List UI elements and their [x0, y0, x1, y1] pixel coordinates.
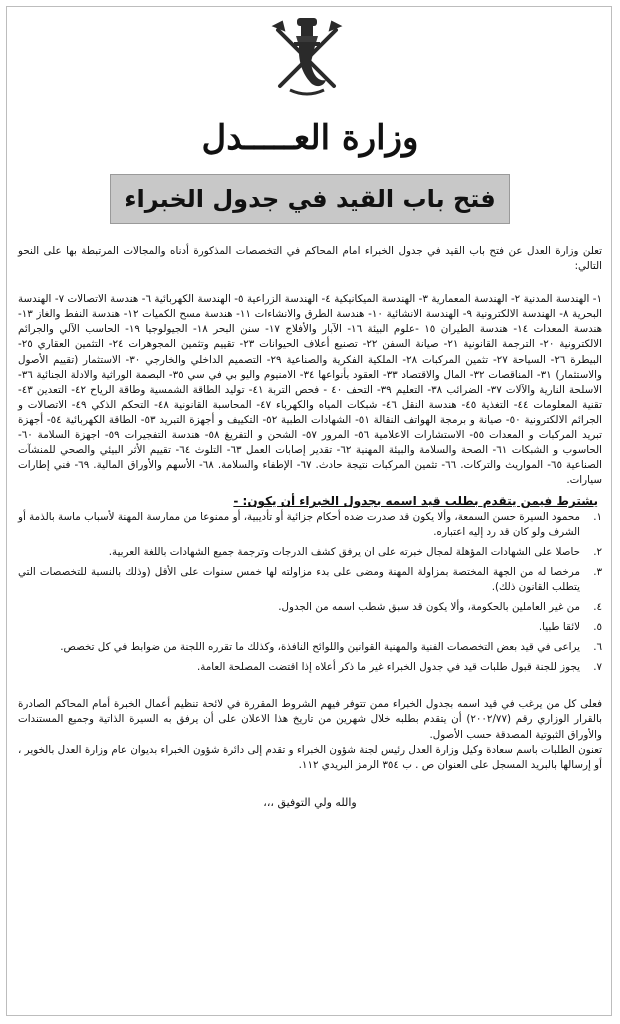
condition-text: لائقا طبيا. — [538, 621, 580, 634]
condition-item — [18, 600, 602, 615]
announcement-body — [18, 244, 602, 810]
condition-text: محمود السيرة حسن السمعة، وألا يكون قد صدرت ضده أحكام جزائية أو تأديبية، أو ممنوعا من ممارسة المهنة لأسباب ماسة بالذمة أو الشرف ولو كان قد رد إليه اعتباره. — [18, 510, 580, 538]
condition-number: ٣. — [593, 565, 602, 578]
condition-number: ٧. — [593, 661, 602, 674]
specialties-list: ١- الهندسة المدنية ٢- الهندسة المعمارية ٣- الهندسة الميكانيكية ٤- الهندسة الزراعية ٥- الهندسة الكهربائية ٦- هندسة الاتصالات ٧- الهندسة البحرية ٨- الهندسة الالكترونية ٩- الهندسة الانشائية ١٠- هندسة الطرق والانشاءات ١١- هندسة مسح الكميات ١٢- هندسة النفط والغاز ١٣- هندسة المعدات ١٤- هندسة الطيران ١٥ -علوم البيئة ١٦- الآبار والأفلاج ١٧- سنن البحر ١٨- الجيولوجيا ١٩- الحاسب الآلي والجرائم الالكترونية ٢٠- الترجمة القانونية ٢١- صيانة السفن ٢٢- تصنيع أعلاف الحيوانات ٢٣- تقييم وتثمين المجوهرات ٢٤- التثمين العقاري ٢٥- البيطرة ٢٦- السياحة ٢٧- تثمين المركبات ٢٨- الملكية الفكرية والصناعية ٢٩- التصميم الداخلي والخارجي ٣٠- الاستثمار (تقييم الأصول والاستثمار) ٣١- المناقصات ٣٢- المال والاقتصاد ٣٣- العقود بأنواعها ٣٤- الامنيوم واليو بي في سي ٣٥- البصمة الوراثية والادلة الجنائية ٣٦- الاسلحة النارية والآلات ٣٧- الضرائب ٣٨- التعليم ٣٩- التحف ٤٠ - فحص التربة ٤١- توليد الطاقة الشمسية وطاقة الرياح ٤٢- التعدين ٤٣- تقنية المعلومات ٤٤- التغذية ٤٥- هندسة النقل ٤٦- شبكات المياه والكهرباء ٤٧- المحاسبة القانونية ٤٨- التحكم الذكي ٤٩- الاتصالات و الجرائم الالكترونية ٥٠- صيانة و برمجة الهواتف النقالة ٥١- الشهادات الطبية ٥٢- التكييف و أجهزة التبريد ٥٣- الطاقة الكهربائية ٥٤- أجهزة تبريد المركبات و المعدات ٥٥- الاستشارات الاعلامية ٥٦- المرور ٥٧- الشحن و التفريغ ٥٨- هندسة التفجيرات ٥٩- اجهزة السلامة ٦٠- الحاسوب و الشبكات ٦١- الصحة والسلامة والبيئة المهنية ٦٢- تقدير إصابات العمل ٦٣- التلوث ٦٤- تقييم الأثر البيئي والصحي للمنشآت الصناعية ٦٥- المواريث والتركات. ٦٦- تثمين المركبات نتيجة حادث. ٦٧- الإطفاء والسلامة. ٦٨- الأسهم والأوراق المالية. ٦٩- فني إطارات سيارات. — [18, 293, 603, 487]
condition-number: ٤. — [593, 600, 602, 613]
intro-paragraph: تعلن وزارة العدل عن فتح باب القيد في جدول الخبراء امام المحاكم في التخصصات المذكورة أدناه والمجالات المرتبطة بها على النحو التالي: — [18, 245, 602, 273]
condition-text: يجوز للجنة قبول طلبات قيد في جدول الخبراء غير ما ذكر أعلاه إذا اقتضت المصلحة العامة. — [196, 661, 580, 674]
announcement-title: فتح باب القيد في جدول الخبراء — [124, 185, 496, 213]
condition-number: ١. — [593, 510, 602, 523]
condition-number: ٥. — [593, 621, 602, 634]
announcement-title-banner — [110, 174, 510, 224]
condition-text: حاصلا على الشهادات المؤهلة لمجال خبرته على ان يرفق كشف الدرجات وترجمة جميع الشهادات باللغة العربية. — [108, 545, 580, 558]
condition-item — [18, 545, 602, 560]
ministry-name: وزارة العـــــدل — [201, 118, 419, 158]
signoff: والله ولي التوفيق ،،، — [263, 795, 357, 809]
closing-paragraph: فعلى كل من يرغب في قيد اسمه بجدول الخبراء ممن تتوفر فيهم الشروط المقررة في لائحة تنظيم أعمال الخبرة أمام المحاكم الصادرة بالقرار الوزاري رقم (٢٠٠٢/٧٧) أن يتقدم بطلبه خلال شهرين من تاريخ هذا الاعلان على أن يرفق به السيرة الذاتية وجميع المستندات والأوراق الثبوتية المصدقة حسب الأصول. — [18, 698, 602, 741]
condition-text: من غير العاملين بالحكومة، وألا يكون قد سبق شطب اسمه من الجدول. — [278, 600, 580, 613]
conditions-heading: يشترط فيمن يتقدم بطلب قيد اسمه بجدول الخبراء أن يكون: - — [233, 494, 598, 509]
condition-text: يراعى في قيد بعض التخصصات الفنية والمهنية القوانين واللوائح النافذة، وكذلك ما تقرره اللجنة من ضوابط في كل تخصص. — [60, 641, 580, 654]
condition-number: ٦. — [593, 641, 602, 654]
oman-khanjar-emblem-icon — [268, 12, 346, 102]
condition-number: ٢. — [593, 545, 602, 558]
condition-item — [18, 565, 602, 595]
submission-paragraph: تعنون الطلبات باسم سعادة وكيل وزارة العدل رئيس لجنة شؤون الخبراء و تقدم إلى دائرة شؤون الخبراء بديوان عام وزارة العدل بالخوير ، أو إرسالها بالبريد المسجل على العنوان ص . ب ٣٥٤ الرمز البريدي ١١٢. — [18, 743, 602, 771]
condition-item — [18, 660, 602, 675]
condition-item — [18, 510, 602, 540]
condition-item — [18, 640, 602, 655]
condition-text: مرخصا له من الجهة المختصة بمزاولة المهنة ومضى على بدء مزاولته لها خمس سنوات على الأقل (وذلك بالنسبة للتخصصات التي يتطلب القانون ذلك). — [18, 565, 580, 593]
condition-item — [18, 620, 602, 635]
